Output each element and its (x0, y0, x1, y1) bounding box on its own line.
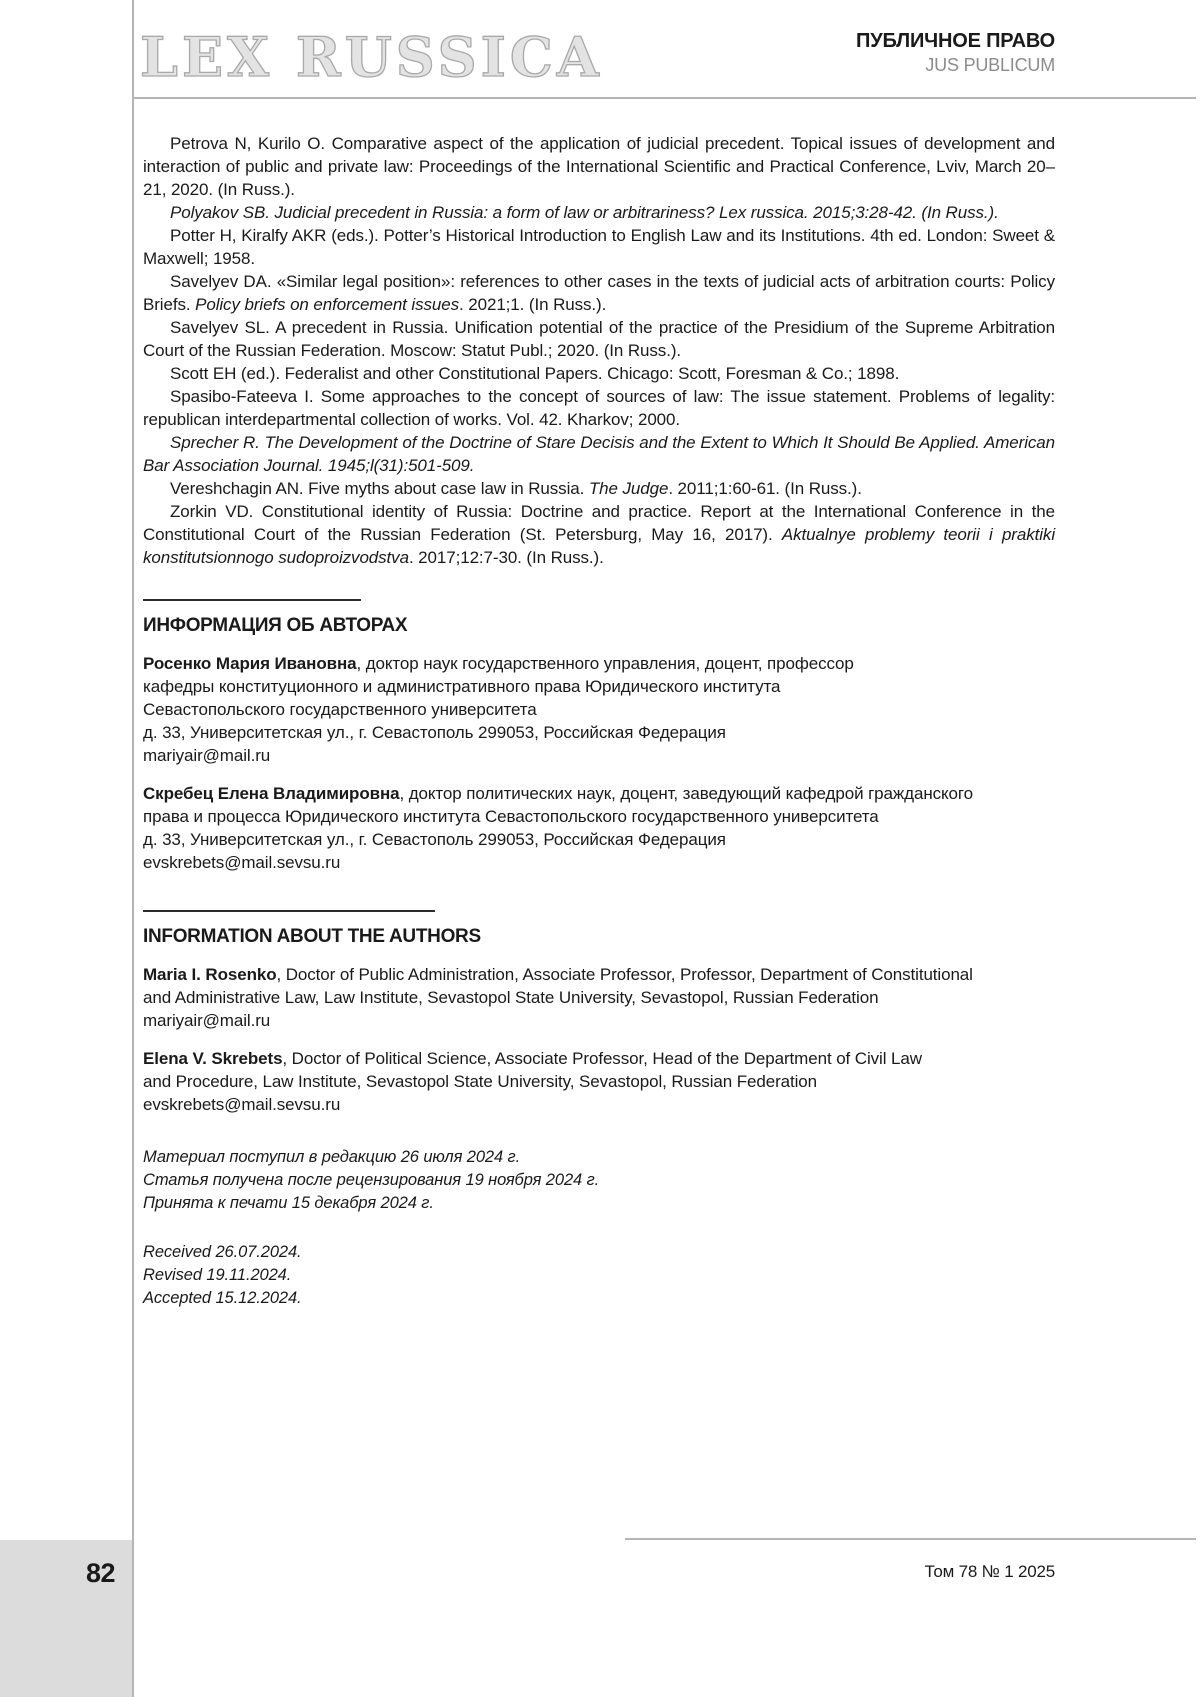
section-title-la: JUS PUBLICUM (925, 55, 1055, 75)
authors-en (143, 963, 1055, 1116)
footer-rule (625, 1538, 1196, 1540)
reference-item: Petrova N, Kurilo O. Comparative aspect of the application of judicial precedent. Topical issues of development and interaction of public and private law: Proceedings of the International Scientific and Practical Conference, Lviv, March 20–21, 2020. (In Russ.). (143, 134, 1055, 199)
reference-item: Polyakov SB. Judicial precedent in Russia: a form of law or arbitrariness? Lex russica. 2015;3:28-42. (In Russ.). (170, 203, 999, 222)
reference-item: Potter H, Kiralfy AKR (eds.). Potter’s Historical Introduction to English Law and its Institutions. 4th ed. London: Sweet & Maxwell; 1958. (143, 226, 1055, 268)
author-name: Elena V. Skrebets (143, 1049, 283, 1068)
section-title-ru: ПУБЛИЧНОЕ ПРАВО (856, 30, 1055, 52)
authors-divider-ru (143, 599, 361, 601)
reference-item: Spasibo-Fateeva I. Some approaches to the concept of sources of law: The issue statement. Problems of legality: republican interdepartmental collection of works. Vol. 42. Kharkov; 2000. (143, 387, 1055, 429)
date-line: Revised 19.11.2024. (143, 1266, 292, 1284)
dates-en (143, 1241, 1055, 1310)
page-number: 82 (85, 1558, 115, 1588)
reference-item: Savelyev DA. «Similar legal position»: references to other cases in the texts of judicial acts of arbitration courts: Policy Briefs. Policy briefs on enforcement issues. 2021;1. (In Russ.). (143, 272, 1055, 314)
author-info: Elena V. Skrebets, Doctor of Political Science, Associate Professor, Head of the Department of Civil Law and Procedure, Law Institute, Sevastopol State University, Sevastopol, Russian Federation evskrebets@mail.sevsu.ru (143, 1049, 922, 1114)
author-info: Скребец Елена Владимировна, доктор политических наук, доцент, заведующий кафедрой гражданского права и процесса Юридического института Севастопольского государственного университета д. 33, Университетская ул., г. Севастополь 299053, Российская Федерация evskrebets@mail.sevsu.ru (143, 784, 973, 872)
journal-logo: LEX RUSSICA (140, 25, 603, 89)
date-line: Received 26.07.2024. (143, 1243, 302, 1261)
reference-item: Sprecher R. The Development of the Doctrine of Stare Decisis and the Extent to Which It Should Be Applied. American Bar Association Journal. 1945;l(31):501-509. (143, 433, 1055, 475)
reference-item: Scott EH (ed.). Federalist and other Constitutional Papers. Chicago: Scott, Foresman & Co.; 1898. (170, 364, 900, 383)
author-info: Росенко Мария Ивановна, доктор наук государственного управления, доцент, профессор кафедры конституционного и административного права Юридического института Севастопольского государственного университета д. 33, Университетская ул., г. Севастополь 299053, Российская Федерация mariyair@mail.ru (143, 654, 854, 765)
author-info: Maria I. Rosenko, Doctor of Public Administration, Associate Professor, Professor, Department of Constitutional and Administrative Law, Law Institute, Sevastopol State University, Sevastopol, Russian Federation mariyair@mail.ru (143, 965, 973, 1030)
page-number-box (0, 1540, 132, 1697)
date-line: Материал поступил в редакцию 26 июля 2024 г. (143, 1148, 521, 1166)
page-content (143, 132, 1055, 1310)
authors-divider-en (143, 910, 435, 912)
author-name: Maria I. Rosenko (143, 965, 277, 984)
header-rule (132, 97, 1196, 99)
date-line: Accepted 15.12.2024. (143, 1289, 302, 1307)
date-line: Принята к печати 15 декабря 2024 г. (143, 1194, 434, 1212)
left-rule (132, 0, 134, 1697)
reference-item: Zorkin VD. Constitutional identity of Russia: Doctrine and practice. Report at the International Conference in the Constitutional Court of the Russian Federation (St. Petersburg, May 16, 2017). Aktualnye problemy teorii i praktiki konstitutsionnogo sudoproizvodstva. 2017;12:7-30. (In Russ.). (143, 502, 1055, 567)
reference-item: Savelyev SL. A precedent in Russia. Unification potential of the practice of the Presidium of the Supreme Arbitration Court of the Russian Federation. Moscow: Statut Publ.; 2020. (In Russ.). (143, 318, 1055, 360)
date-line: Статья получена после рецензирования 19 ноября 2024 г. (143, 1171, 600, 1189)
header-section-titles (856, 30, 1055, 76)
reference-item: Vereshchagin AN. Five myths about case law in Russia. The Judge. 2011;1:60-61. (In Russ.). (170, 479, 862, 498)
volume-info: Том 78 № 1 2025 (924, 1562, 1055, 1581)
author-name: Скребец Елена Владимировна (143, 784, 400, 803)
authors-ru (143, 652, 1055, 874)
author-name: Росенко Мария Ивановна (143, 654, 357, 673)
reference-list (143, 132, 1055, 569)
authors-heading-ru: ИНФОРМАЦИЯ ОБ АВТОРАХ (143, 615, 408, 636)
authors-heading-en: INFORMATION ABOUT THE AUTHORS (143, 926, 481, 947)
dates-ru (143, 1146, 1055, 1215)
